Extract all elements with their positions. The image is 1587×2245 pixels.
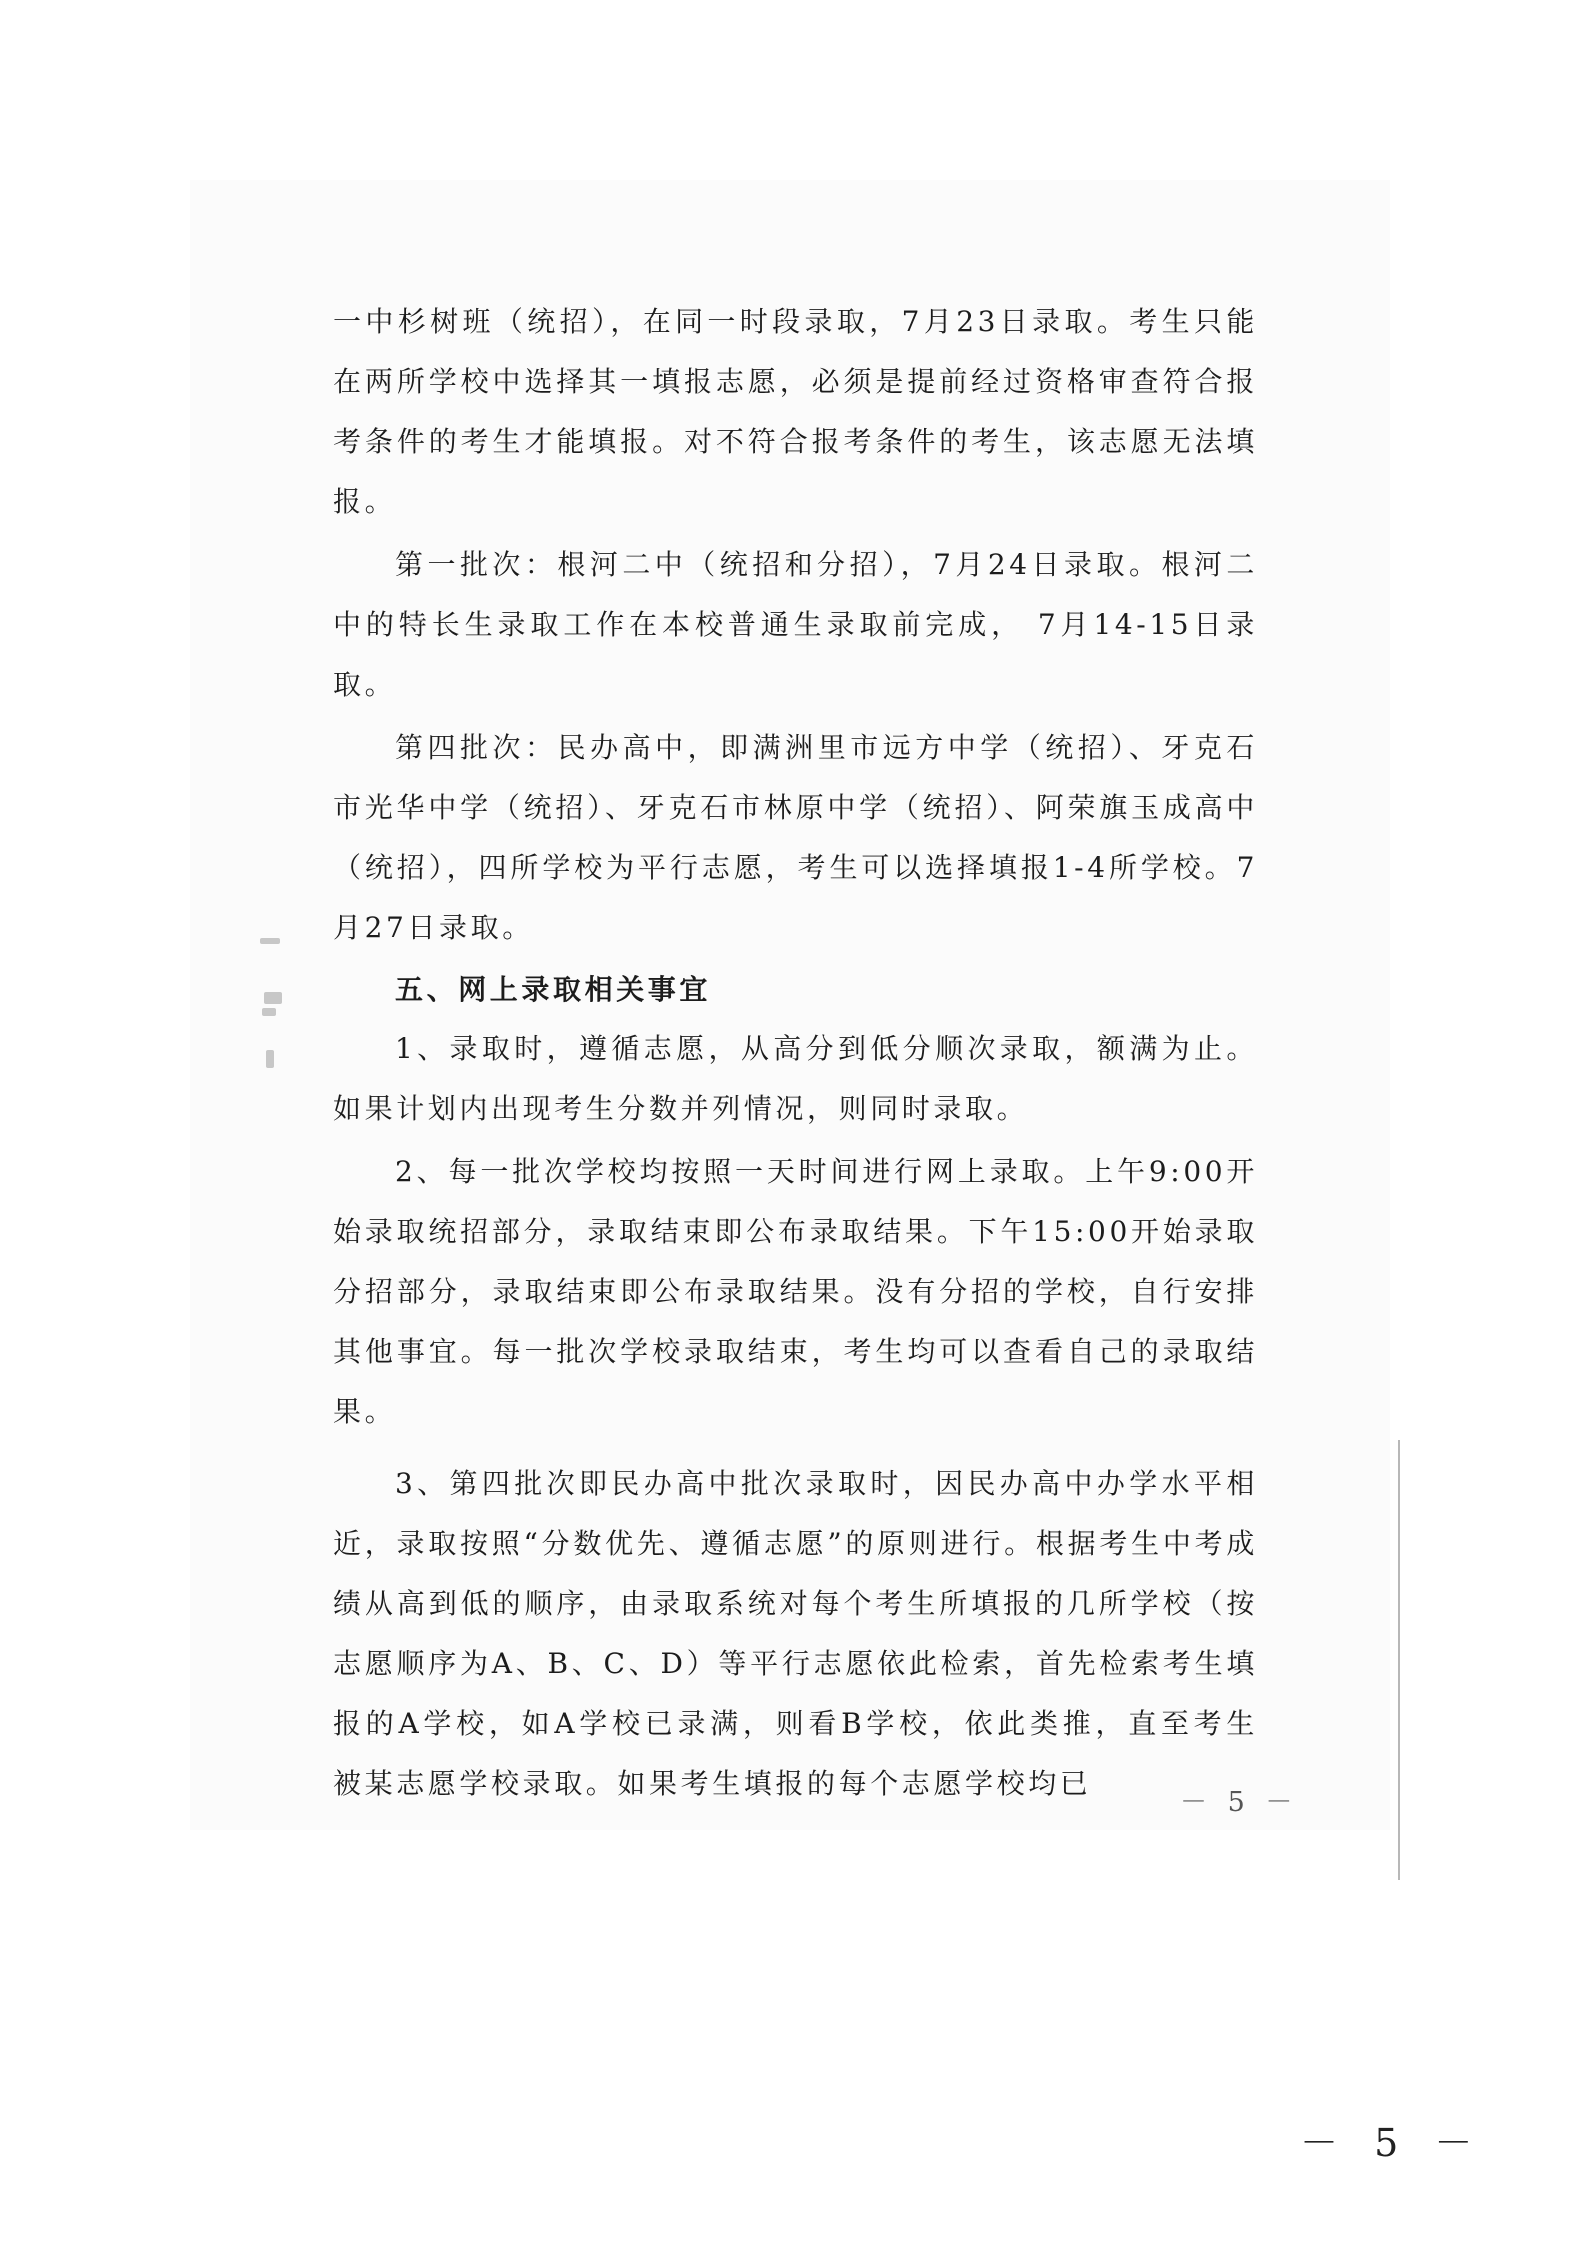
page-number-outer: － 5 －: [1300, 2121, 1485, 2165]
paragraph-rule-1: 1、录取时，遵循志愿，从高分到低分顺次录取，额满为止。如果计划内出现考生分数并列情况，则同时录取。: [333, 1032, 1258, 1125]
page-number-inner: － 5 －: [1180, 1787, 1299, 1818]
paragraph-batch-four: 第四批次：民办高中，即满洲里市远方中学（统招）、牙克石市光华中学（统招）、牙克石市林原中学（统招）、阿荣旗玉成高中（统招），四所学校为平行志愿，考生可以选择填报1-4所学校。7月27日录取。: [333, 731, 1258, 944]
paragraph-rule-2: 2、每一批次学校均按照一天时间进行网上录取。上午9:00开始录取统招部分，录取结束即公布录取结果。下午15:00开始录取分招部分，录取结束即公布录取结果。没有分招的学校，自行安排其他事宜。每一批次学校录取结束，考生均可以查看自己的录取结果。: [333, 1155, 1258, 1428]
section-heading: 五、网上录取相关事宜: [395, 973, 712, 1006]
margin-stamp-marks: [252, 930, 292, 1080]
document-body: [333, 292, 1258, 1814]
paragraph-batch-one: 第一批次：根河二中（统招和分招），7月24日录取。根河二中的特长生录取工作在本校普通生录取前完成， 7月14-15日录取。: [333, 548, 1258, 701]
paragraph-rule-3: 3、第四批次即民办高中批次录取时，因民办高中办学水平相近，录取按照“分数优先、遵循志愿”的原则进行。根据考生中考成绩从高到低的顺序，由录取系统对每个考生所填报的几所学校（按志愿顺序为A、B、C、D）等平行志愿依此检索，首先检索考生填报的A学校，如A学校已录满，则看B学校，依此类推，直至考生被某志愿学校录取。如果考生填报的每个志愿学校均已: [333, 1467, 1258, 1800]
paragraph-continuation: 一中杉树班（统招），在同一时段录取，7月23日录取。考生只能在两所学校中选择其一填报志愿，必须是提前经过资格审查符合报考条件的考生才能填报。对不符合报考条件的考生，该志愿无法填报。: [333, 305, 1258, 518]
scan-edge-line: [1398, 1440, 1400, 1880]
